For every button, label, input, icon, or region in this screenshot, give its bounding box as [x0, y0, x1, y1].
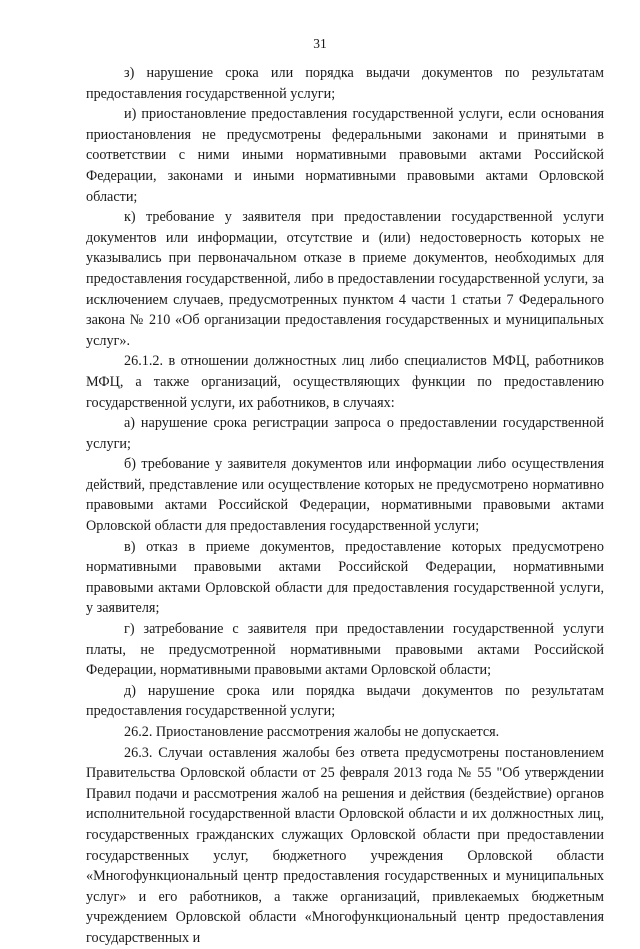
paragraph-26-3: 26.3. Случаи оставления жалобы без ответа предусмотрены постановлением Правительства Орловской области от 25 февраля 2013 года № 55 "Об утверждении Правил подачи и рассмотрения жалоб на решения и действия (бездействие) органов исполнительной государственной власти Орловской области и их должностных лиц, государственных гражданских служащих Орловской области при предоставлении государственных услуг, бюджетного учреждения Орловской области «Многофункциональный центр предоставления государственных и муниципальных услуг» и его работников, а также организаций, привлекаемых бюджетным учреждением Орловской области «Многофункциональный центр предоставления государственных и	[86, 744, 604, 946]
paragraph-v: в) отказ в приеме документов, предоставление которых предусмотрено нормативными правовыми актами Российской Федерации, нормативными правовыми актами Орловской области для предоставления государственной услуги, у заявителя;	[86, 538, 604, 617]
paragraph-26-2: 26.2. Приостановление рассмотрения жалобы не допускается.	[124, 724, 500, 740]
paragraph-a: а) нарушение срока регистрации запроса о предоставлении государственной услуги;	[86, 415, 604, 452]
paragraph-z: з) нарушение срока или порядка выдачи документов по результатам предоставления государственной услуги;	[86, 65, 604, 102]
paragraph-k: к) требование у заявителя при предоставлении государственной услуги документов или информации, отсутствие и (или) недостоверность которых не указывались при первоначальном отказе в приеме документов, необходимых для предоставления государственной, либо в предоставлении государственной услуги, за исключением случаев, предусмотренных пунктом 4 части 1 статьи 7 Федерального закона № 210 «Об организации предоставления государственных и муниципальных услуг».	[86, 209, 604, 349]
paragraph-b: б) требование у заявителя документов или информации либо осуществления действий, представление или осуществление которых не предусмотрено нормативно правовыми актами Российской Федерации, нормативными правовыми актами Орловской области для предоставления государственной услуги;	[86, 456, 604, 535]
page-number: 31	[313, 36, 327, 51]
document-body	[86, 63, 604, 949]
paragraph-i: и) приостановление предоставления государственной услуги, если основания приостановления не предусмотрены федеральными законами и принятыми в соответствии с ними иными нормативными правовыми актами Российской Федерации, законами и иными нормативными правовыми актами Орловской области;	[86, 106, 604, 205]
paragraph-g: г) затребование с заявителя при предоставлении государственной услуги платы, не предусмотренной нормативными правовыми актами Российской Федерации, нормативными правовыми актами Орловской области;	[86, 621, 604, 679]
paragraph-26-1-2: 26.1.2. в отношении должностных лиц либо специалистов МФЦ, работников МФЦ, а также организаций, осуществляющих функции по предоставлению государственной услуги, их работников, в случаях:	[86, 353, 604, 411]
paragraph-d: д) нарушение срока или порядка выдачи документов по результатам предоставления государственной услуги;	[86, 682, 604, 720]
